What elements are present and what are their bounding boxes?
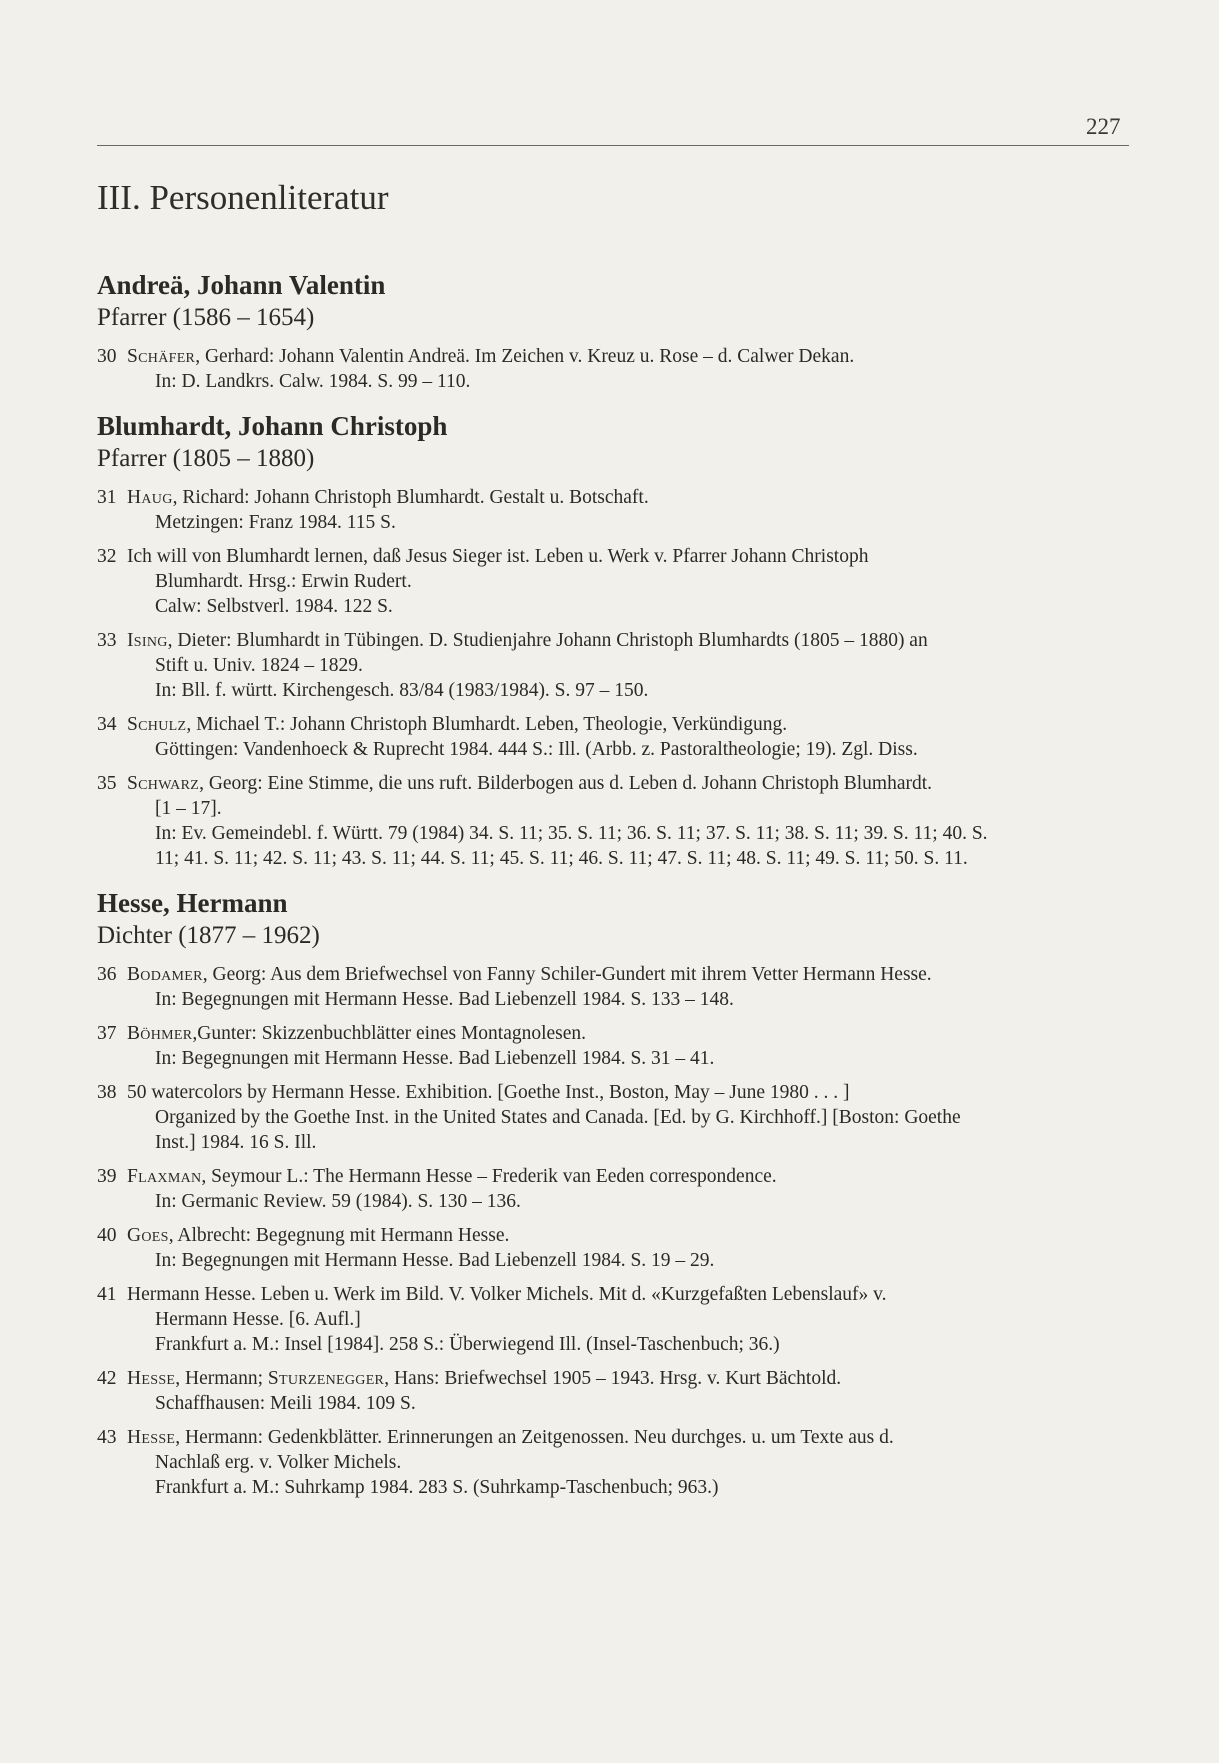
entry-line: In: Begegnungen mit Hermann Hesse. Bad Liebenzell 1984. S. 133 – 148. bbox=[155, 989, 734, 1010]
person-role: Dichter (1877 – 1962) bbox=[97, 922, 320, 949]
entry-31 bbox=[97, 485, 1129, 535]
entry-line: Schäfer, Gerhard: Johann Valentin Andreä. Im Zeichen v. Kreuz u. Rose – d. Calwer Dekan. bbox=[127, 346, 855, 367]
entry-line: Haug, Richard: Johann Christoph Blumhardt. Gestalt u. Botschaft. bbox=[127, 487, 649, 508]
entry-35 bbox=[97, 771, 1129, 871]
entry-line: Hermann Hesse. Leben u. Werk im Bild. V. Volker Michels. Mit d. «Kurzgefaßten Lebenslauf» v. bbox=[127, 1284, 887, 1305]
entry-line: Bodamer, Georg: Aus dem Briefwechsel von Fanny Schiler-Gundert mit ihrem Vetter Hermann Hesse. bbox=[127, 964, 932, 985]
entry-line: In: Begegnungen mit Hermann Hesse. Bad Liebenzell 1984. S. 31 – 41. bbox=[155, 1048, 715, 1069]
entry-line: Goes, Albrecht: Begegnung mit Hermann Hesse. bbox=[127, 1225, 510, 1246]
entry-line: Böhmer,Gunter: Skizzenbuchblätter eines Montagnolesen. bbox=[127, 1023, 587, 1044]
entry-author: Sturzenegger bbox=[267, 1368, 385, 1389]
entry-line: Schwarz, Georg: Eine Stimme, die uns ruft. Bilderbogen aus d. Leben d. Johann Christoph Blumhardt. bbox=[127, 773, 933, 794]
entry-43 bbox=[97, 1425, 1129, 1500]
entry-number: 34 bbox=[97, 714, 117, 735]
entry-line: Frankfurt a. M.: Suhrkamp 1984. 283 S. (Suhrkamp-Taschenbuch; 963.) bbox=[155, 1477, 719, 1498]
entry-32 bbox=[97, 544, 1129, 619]
entry-line: In: Bll. f. württ. Kirchengesch. 83/84 (1983/1984). S. 97 – 150. bbox=[155, 680, 649, 701]
entry-line: Inst.] 1984. 16 S. Ill. bbox=[155, 1132, 317, 1153]
entry-line: 11; 41. S. 11; 42. S. 11; 43. S. 11; 44. S. 11; 45. S. 11; 46. S. 11; 47. S. 11; 48. S. 11; 49. S. 11; 50. S. 11. bbox=[155, 848, 968, 869]
entry-number: 36 bbox=[97, 964, 117, 985]
entry-line: Organized by the Goethe Inst. in the United States and Canada. [Ed. by G. Kirchhoff.] [Boston: Goethe bbox=[155, 1107, 961, 1128]
entry-line: Göttingen: Vandenhoeck & Ruprecht 1984. 444 S.: Ill. (Arbb. z. Pastoraltheologie; 19). Zgl. Diss. bbox=[155, 739, 918, 760]
entry-line: Ich will von Blumhardt lernen, daß Jesus Sieger ist. Leben u. Werk v. Pfarrer Johann Christoph bbox=[127, 546, 869, 567]
entry-line: Calw: Selbstverl. 1984. 122 S. bbox=[155, 596, 393, 617]
entry-line: Ising, Dieter: Blumhardt in Tübingen. D. Studienjahre Johann Christoph Blumhardts (1805 – 1880) an bbox=[127, 630, 928, 651]
entry-line: Metzingen: Franz 1984. 115 S. bbox=[155, 512, 396, 533]
entry-number: 38 bbox=[97, 1082, 117, 1103]
entry-37 bbox=[97, 1021, 1129, 1071]
person-name: Blumhardt, Johann Christoph bbox=[97, 411, 448, 441]
entry-number: 33 bbox=[97, 630, 117, 651]
entry-author: Bodamer bbox=[127, 964, 203, 985]
entry-line: In: Ev. Gemeindebl. f. Württ. 79 (1984) 34. S. 11; 35. S. 11; 36. S. 11; 37. S. 11; 38. S. 11; 39. S. 11; 40. S. bbox=[155, 823, 988, 844]
person-andreae bbox=[97, 268, 1129, 394]
entry-author: Haug bbox=[127, 487, 173, 508]
entry-number: 41 bbox=[97, 1284, 117, 1305]
person-name: Hesse, Hermann bbox=[97, 888, 288, 918]
entry-number: 37 bbox=[97, 1023, 117, 1044]
bibliography bbox=[97, 268, 1129, 1509]
entry-line: Blumhardt. Hrsg.: Erwin Rudert. bbox=[155, 571, 412, 592]
entry-line: Nachlaß erg. v. Volker Michels. bbox=[155, 1452, 402, 1473]
entry-author: Flaxman bbox=[127, 1166, 202, 1187]
entry-line: Frankfurt a. M.: Insel [1984]. 258 S.: Überwiegend Ill. (Insel-Taschenbuch; 36.) bbox=[155, 1334, 780, 1355]
entry-author: Schwarz bbox=[127, 773, 200, 794]
entry-number: 35 bbox=[97, 773, 117, 794]
entry-line: Hesse, Hermann; Sturzenegger, Hans: Briefwechsel 1905 – 1943. Hrsg. v. Kurt Bächtold. bbox=[127, 1368, 842, 1389]
entry-number: 32 bbox=[97, 546, 117, 567]
entry-33 bbox=[97, 628, 1129, 703]
header-rule bbox=[97, 145, 1129, 146]
entry-line: In: Begegnungen mit Hermann Hesse. Bad Liebenzell 1984. S. 19 – 29. bbox=[155, 1250, 715, 1271]
entry-42 bbox=[97, 1366, 1129, 1416]
entry-line: 50 watercolors by Hermann Hesse. Exhibition. [Goethe Inst., Boston, May – June 1980 . . . ] bbox=[127, 1082, 850, 1103]
entry-39 bbox=[97, 1164, 1129, 1214]
entry-line: Flaxman, Seymour L.: The Hermann Hesse – Frederik van Eeden correspondence. bbox=[127, 1166, 777, 1187]
entry-line: Schaffhausen: Meili 1984. 109 S. bbox=[155, 1393, 416, 1414]
entry-author: Schulz bbox=[127, 714, 187, 735]
page-number: 227 bbox=[1086, 114, 1121, 139]
person-role: Pfarrer (1805 – 1880) bbox=[97, 445, 315, 472]
entry-author: Hesse bbox=[127, 1368, 176, 1389]
entry-number: 42 bbox=[97, 1368, 117, 1389]
person-hesse bbox=[97, 886, 1129, 1500]
person-blumhardt bbox=[97, 409, 1129, 871]
entry-number: 31 bbox=[97, 487, 117, 508]
entry-number: 43 bbox=[97, 1427, 117, 1448]
entry-number: 40 bbox=[97, 1225, 117, 1246]
entry-author: Hesse bbox=[127, 1427, 176, 1448]
entry-41 bbox=[97, 1282, 1129, 1357]
entry-38 bbox=[97, 1080, 1129, 1155]
entry-36 bbox=[97, 962, 1129, 1012]
entry-line: In: Germanic Review. 59 (1984). S. 130 – 136. bbox=[155, 1191, 521, 1212]
entry-34 bbox=[97, 712, 1129, 762]
section-title: III. Personenliteratur bbox=[97, 178, 389, 217]
entry-30 bbox=[97, 344, 1129, 394]
entry-line: In: D. Landkrs. Calw. 1984. S. 99 – 110. bbox=[155, 371, 471, 392]
entry-author: Goes bbox=[127, 1225, 169, 1246]
entry-line: Schulz, Michael T.: Johann Christoph Blumhardt. Leben, Theologie, Verkündigung. bbox=[127, 714, 788, 735]
entry-line: [1 – 17]. bbox=[155, 798, 222, 819]
person-name: Andreä, Johann Valentin bbox=[97, 270, 386, 300]
entry-40 bbox=[97, 1223, 1129, 1273]
person-role: Pfarrer (1586 – 1654) bbox=[97, 304, 315, 331]
entry-line: Hesse, Hermann: Gedenkblätter. Erinnerungen an Zeitgenossen. Neu durchges. u. um Texte aus d. bbox=[127, 1427, 894, 1448]
entry-author: Ising bbox=[127, 630, 168, 651]
entry-line: Stift u. Univ. 1824 – 1829. bbox=[155, 655, 363, 676]
entry-number: 39 bbox=[97, 1166, 117, 1187]
entry-line: Hermann Hesse. [6. Aufl.] bbox=[155, 1309, 361, 1330]
entry-number: 30 bbox=[97, 346, 117, 367]
entry-author: Böhmer bbox=[127, 1023, 193, 1044]
entry-author: Schäfer bbox=[127, 346, 196, 367]
